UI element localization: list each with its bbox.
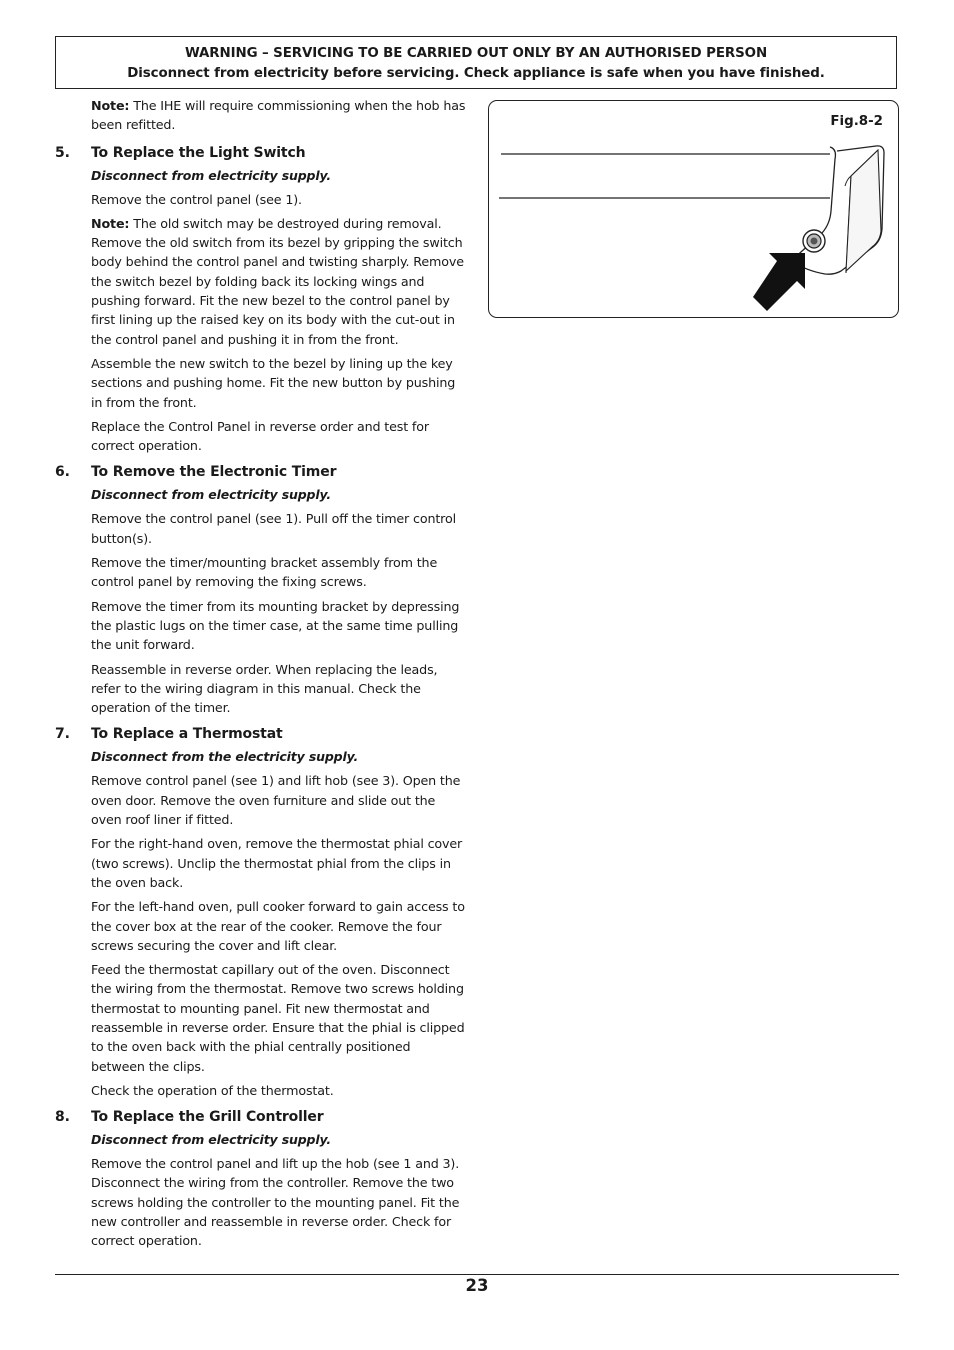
paragraph-text: For the left-hand oven, pull cooker forward to gain access to the cover box at the rear of the cooker. Remove the four screws securing the cover and lift clear. bbox=[91, 899, 465, 953]
section-1 bbox=[55, 144, 467, 456]
section-title: To Replace the Grill Controller bbox=[91, 1109, 324, 1126]
warning-box bbox=[55, 36, 897, 89]
section-title: To Replace the Light Switch bbox=[91, 144, 306, 161]
instruction-paragraph bbox=[91, 509, 467, 548]
instruction-paragraph bbox=[91, 834, 467, 892]
sections-list bbox=[55, 144, 467, 1251]
safety-subheading: Disconnect from electricity supply. bbox=[91, 167, 331, 183]
warning-line-2: Disconnect from electricity before servicing. Check appliance is safe when you have finished. bbox=[127, 66, 825, 81]
instruction-paragraph bbox=[91, 214, 467, 349]
note-label: Note: bbox=[91, 98, 130, 113]
note-label: Note: bbox=[91, 215, 130, 231]
page-number: 23 bbox=[465, 1276, 489, 1295]
section-heading bbox=[55, 1108, 467, 1126]
paragraph-text: Feed the thermostat capillary out of the oven. Disconnect the wiring from the thermostat. Remove two screws holding thermostat to mounting panel. Fit new thermostat and reassemble in reverse order. Ensure that the phial is clipped to the oven back with the phial centrally positioned between the clips. bbox=[91, 962, 465, 1074]
paragraph-text: Assemble the new switch to the bezel by lining up the key sections and pushing home. Fit the new button by pushing in from the front. bbox=[91, 355, 456, 410]
paragraph-text: Remove the control panel (see 1). bbox=[91, 191, 302, 207]
light-switch-illustration bbox=[489, 101, 898, 317]
instruction-paragraph bbox=[91, 897, 467, 955]
section-heading bbox=[55, 144, 467, 162]
figure-8-2 bbox=[488, 100, 899, 318]
section-heading bbox=[55, 725, 467, 743]
section-title: To Replace a Thermostat bbox=[91, 726, 283, 743]
instruction-paragraph bbox=[91, 960, 467, 1076]
section-3 bbox=[55, 725, 467, 1100]
note-text: The IHE will require commissioning when the hob has been refitted. bbox=[91, 98, 466, 133]
instruction-paragraph bbox=[91, 771, 467, 829]
paragraph-text: Remove control panel (see 1) and lift hob (see 3). Open the oven door. Remove the oven furniture and slide out the oven roof liner if fitted. bbox=[91, 773, 461, 828]
paragraph-text: Remove the control panel and lift up the hob (see 1 and 3). Disconnect the wiring from the controller. Remove the two screws holding the controller to the mounting panel. Fit the new controller and reassemble in reverse order. Check for correct operation. bbox=[91, 1156, 460, 1249]
section-number: 7. bbox=[55, 726, 70, 743]
paragraph-text: Remove the timer from its mounting bracket by depressing the plastic lugs on the timer case, at the same time pulling the unit forward. bbox=[91, 598, 460, 653]
section-number: 8. bbox=[55, 1109, 70, 1126]
section-title: To Remove the Electronic Timer bbox=[91, 464, 337, 481]
instruction-paragraph bbox=[91, 1154, 467, 1250]
safety-subheading: Disconnect from electricity supply. bbox=[91, 487, 331, 503]
pointer-arrow bbox=[753, 253, 805, 311]
paragraph-text: Check the operation of the thermostat. bbox=[91, 1082, 334, 1098]
footer-rule bbox=[55, 1274, 899, 1275]
section-number: 5. bbox=[55, 144, 70, 161]
instruction-paragraph bbox=[91, 660, 467, 718]
top-note bbox=[91, 96, 467, 135]
safety-subheading: Disconnect from the electricity supply. bbox=[91, 749, 359, 765]
instructions-column bbox=[55, 96, 467, 1259]
safety-subheading: Disconnect from electricity supply. bbox=[91, 1132, 331, 1148]
paragraph-text: The old switch may be destroyed during removal. Remove the old switch from its bezel by gripping the switch body behind the control panel and twisting sharply. Remove the switch bezel by folding back its locking wings and pushing forward. Fit the new bezel to the control panel by first lining up the raised key on its body with the cut-out in the control panel and pushing it in from the front. bbox=[91, 215, 464, 347]
section-2 bbox=[55, 463, 467, 717]
instruction-paragraph bbox=[91, 417, 467, 456]
section-heading bbox=[55, 463, 467, 481]
section-number: 6. bbox=[55, 464, 70, 481]
instruction-paragraph bbox=[91, 597, 467, 655]
section-4 bbox=[55, 1108, 467, 1250]
instruction-paragraph bbox=[91, 354, 467, 412]
paragraph-text: Reassemble in reverse order. When replacing the leads, refer to the wiring diagram in this manual. Check the operation of the timer. bbox=[91, 661, 438, 716]
paragraph-text: Replace the Control Panel in reverse order and test for correct operation. bbox=[91, 418, 429, 454]
light-switch-centre bbox=[811, 238, 818, 245]
instruction-paragraph bbox=[91, 553, 467, 592]
figure-label: Fig.8-2 bbox=[830, 114, 883, 129]
instruction-paragraph bbox=[91, 190, 467, 209]
paragraph-text: Remove the timer/mounting bracket assembly from the control panel by removing the fixing screws. bbox=[91, 555, 438, 590]
warning-line-1: WARNING – SERVICING TO BE CARRIED OUT ONLY BY AN AUTHORISED PERSON bbox=[184, 46, 768, 61]
instruction-paragraph bbox=[91, 1081, 467, 1100]
paragraph-text: For the right-hand oven, remove the thermostat phial cover (two screws). Unclip the thermostat phial from the clips in the oven back. bbox=[91, 836, 463, 890]
paragraph-text: Remove the control panel (see 1). Pull off the timer control button(s). bbox=[91, 511, 456, 546]
